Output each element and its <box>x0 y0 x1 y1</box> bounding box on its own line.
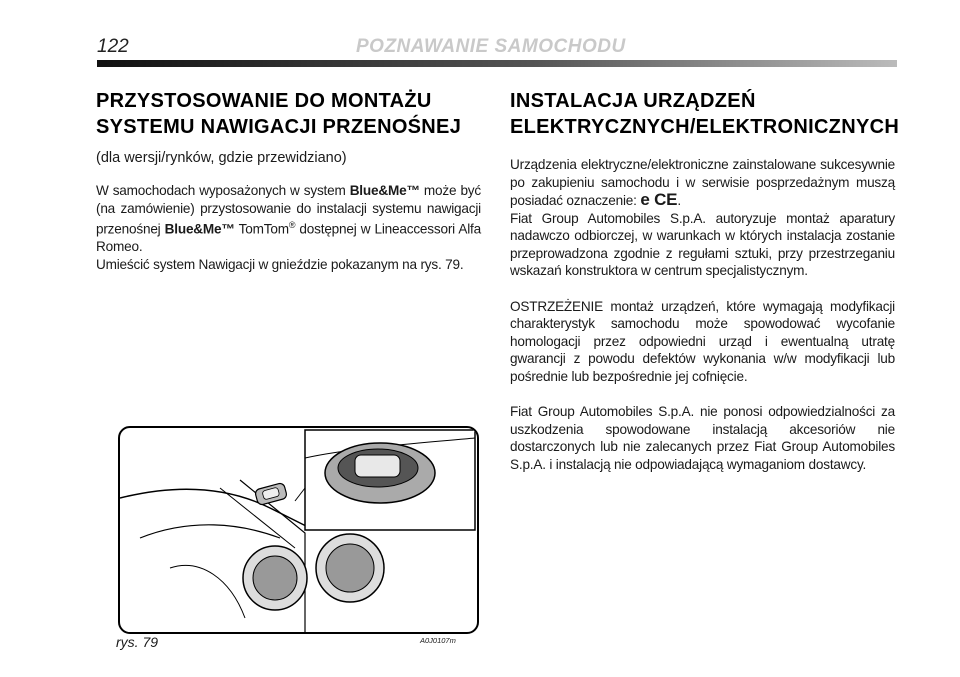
right-heading-line1: INSTALACJA URZĄDZEŃ <box>510 90 756 112</box>
text-run: TomTom <box>234 221 289 237</box>
brand-name: Blue&Me™ <box>349 183 420 198</box>
right-paragraph-4: Fiat Group Automobiles S.p.A. nie ponosi odpowiedzialności za uszkodzenia spowodowane instalacją akcesoriów nie dostarczonych lub nie zalecanych przez Fiat Group Automobiles S.p.A. i instalacją nie odpowiadającą wymaganiom dostawcy. <box>510 404 895 472</box>
right-heading-line2: ELEKTRYCZNYCH/ELEKTRONICZNYCH <box>510 116 900 138</box>
section-title: POZNAWANIE SAMOCHODU <box>356 36 626 57</box>
page-number: 122 <box>97 36 129 57</box>
left-paragraph-2: Umieścić system Nawigacji w gnieździe pokazanym na rys. 79. <box>96 256 464 272</box>
brand-name: Blue&Me™ <box>164 221 235 237</box>
right-paragraph-3: OSTRZEŻENIE montaż urządzeń, które wymagają modyfikacji charakterystyk samochodu może spowodować wycofanie homologacji przez odpowiedni urząd i ewentualną utratę gwarancji z powodu defektów wykonania w/w modyfikacji lub pośrednie lub bezpośrednie jej cofnięcie. <box>510 298 895 384</box>
ce-marking: e CE <box>640 190 678 209</box>
left-heading-line2: SYSTEMU NAWIGACJI PRZENOŚNEJ <box>96 116 462 138</box>
text-run: . <box>677 193 681 208</box>
figure-79-illustration <box>118 426 479 634</box>
registered-mark: ® <box>288 220 296 230</box>
figure-code: A0J0107m <box>420 636 456 645</box>
availability-note: (dla wersji/rynków, gdzie przewidziano) <box>96 150 347 166</box>
left-paragraph-1 <box>96 182 481 256</box>
right-paragraph-1 <box>510 156 895 210</box>
text-run: może być (na zamówienie) przystosowanie do instalacji systemu nawigacji przenośnej <box>96 183 481 237</box>
left-column <box>96 88 481 273</box>
text-run: dostępnej w Lineaccessori Alfa Romeo. <box>96 221 481 255</box>
left-heading-line1: PRZYSTOSOWANIE DO MONTAŻU <box>96 90 432 112</box>
right-paragraph-2: Fiat Group Automobiles S.p.A. autoryzuje montaż aparatury nadawczo odbiorczej, w warunkach w których instalacja zostanie przeprowadzona zgodnie z regułami sztuki, przy przestrzeganiu wskazań konstruktora w centrum specjalistycznym. <box>510 210 895 278</box>
text-run: W samochodach wyposażonych w system <box>96 183 350 198</box>
left-heading <box>96 88 481 140</box>
text-run: Urządzenia elektryczne/elektroniczne zainstalowane sukcesywnie po zakupieniu samochodu i w serwisie posprzedażnym muszą posiadać oznaczenie: <box>510 157 895 208</box>
dashboard-drawing <box>120 428 477 632</box>
header-rule <box>97 60 897 67</box>
right-heading <box>510 88 900 140</box>
figure-caption: rys. 79 <box>116 634 159 650</box>
right-column <box>510 88 900 473</box>
